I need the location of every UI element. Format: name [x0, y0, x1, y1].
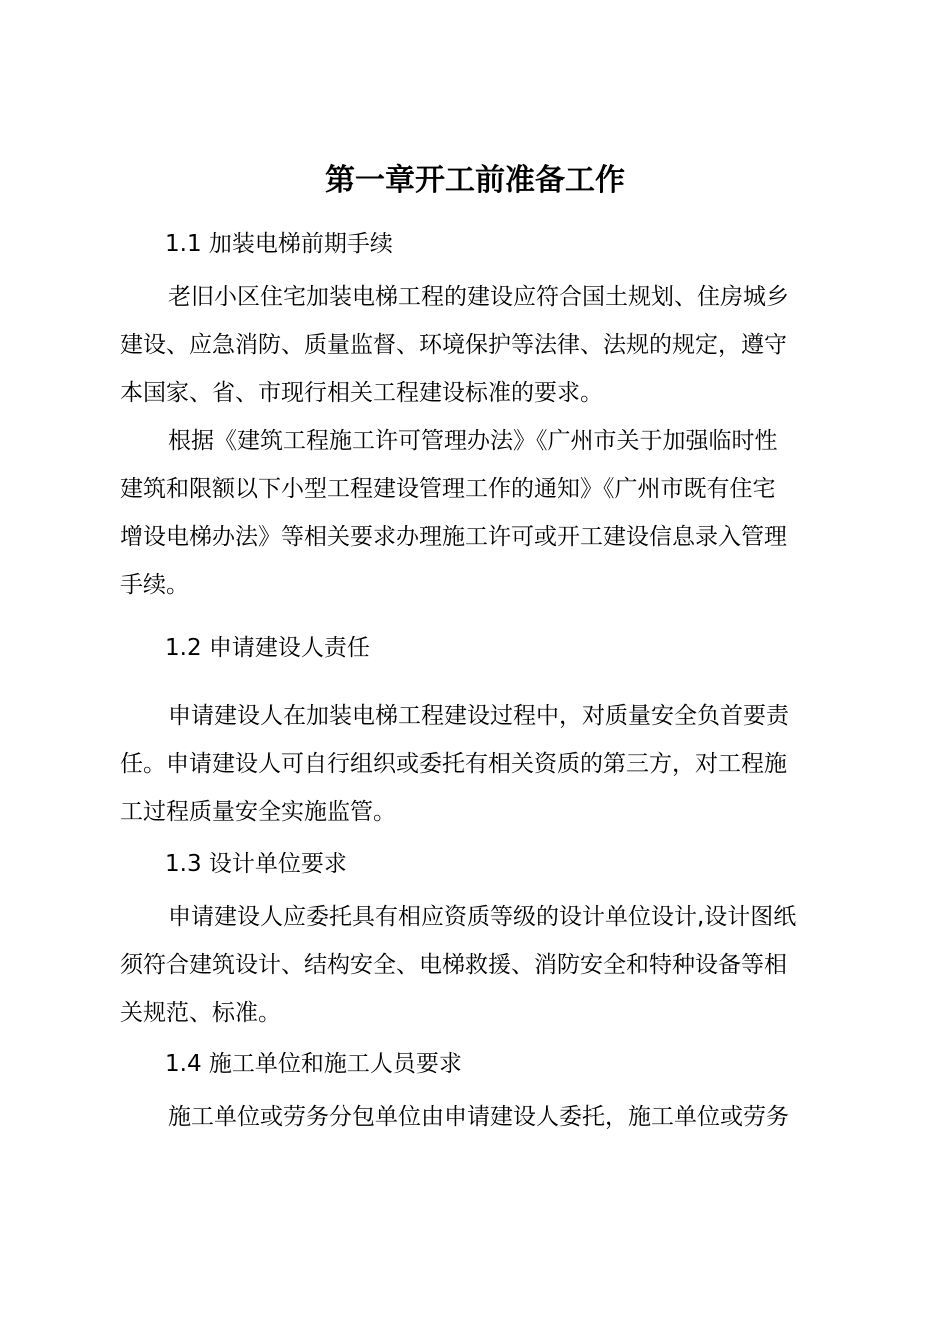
paragraph-1-3-a [120, 893, 830, 1037]
section-heading-1-4: 1.4 施工单位和施工人员要求 [165, 1051, 462, 1077]
paragraph-line: 须符合建筑设计、结构安全、电梯救援、消防安全和特种设备等相 [120, 952, 787, 978]
paragraph-1-2-a [120, 692, 830, 836]
paragraph-line: 根据《建筑工程施工许可管理办法》《广州市关于加强临时性 [168, 428, 778, 454]
paragraph-1-1-a [120, 273, 830, 417]
section-heading-1-2: 1.2 申请建设人责任 [165, 635, 370, 661]
paragraph-1-1-b [120, 417, 830, 609]
paragraph-line: 老旧小区住宅加装电梯工程的建设应符合国土规划、住房城乡 [168, 284, 789, 310]
paragraph-line: 施工单位或劳务分包单位由申请建设人委托，施工单位或劳务 [168, 1104, 789, 1130]
chapter-title: 第一章开工前准备工作 [325, 163, 625, 198]
section-heading-1-3: 1.3 设计单位要求 [165, 851, 347, 877]
section-heading-1-1: 1.1 加装电梯前期手续 [165, 231, 393, 257]
paragraph-line: 手续。 [120, 572, 189, 598]
paragraph-line: 申请建设人应委托具有相应资质等级的设计单位设计,设计图纸 [168, 904, 797, 930]
paragraph-line: 本国家、省、市现行相关工程建设标准的要求。 [120, 380, 603, 406]
paragraph-line: 增设电梯办法》等相关要求办理施工许可或开工建设信息录入管理 [120, 524, 787, 550]
paragraph-line: 任。申请建设人可自行组织或委托有相关资质的第三方，对工程施 [120, 751, 787, 777]
paragraph-line: 关规范、标准。 [120, 1000, 281, 1026]
paragraph-line: 申请建设人在加装电梯工程建设过程中，对质量安全负首要责 [168, 703, 789, 729]
paragraph-line: 工过程质量安全实施监管。 [120, 799, 396, 825]
paragraph-1-4-a [120, 1093, 830, 1141]
paragraph-line: 建筑和限额以下小型工程建设管理工作的通知》《广州市既有住宅 [120, 476, 776, 502]
paragraph-line: 建设、应急消防、质量监督、环境保护等法律、法规的规定，遵守 [120, 332, 787, 358]
